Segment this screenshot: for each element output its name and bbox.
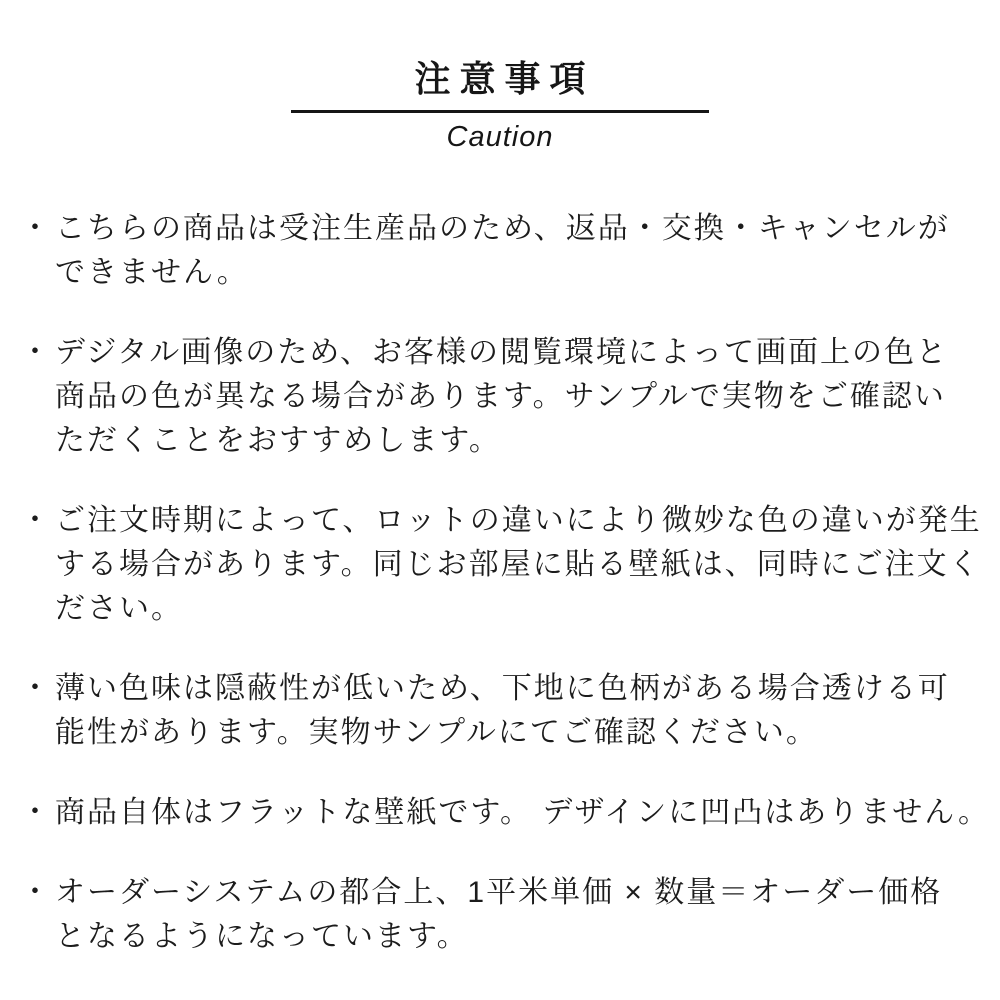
note-line: 商品の色が異なる場合があります。サンプルで実物をご確認い [55, 379, 946, 413]
note-line: できません。 [55, 255, 249, 289]
note-text [55, 331, 970, 463]
note-line: オーダーシステムの都合上、1平米単価 × 数量＝オーダー価格 [55, 875, 943, 909]
note-line: 能性があります。実物サンプルにてご確認ください。 [55, 715, 818, 749]
list-item [15, 667, 970, 755]
page-title: 注意事項 [414, 58, 595, 99]
list-item [15, 207, 970, 295]
note-line: デジタル画像のため、お客様の閲覧環境によって画面上の色と [55, 335, 948, 369]
bullet-marker: ・ [20, 875, 50, 909]
note-text [55, 207, 970, 295]
bullet-marker: ・ [20, 795, 50, 829]
note-line: ださい。 [55, 591, 183, 625]
bullet-marker: ・ [20, 671, 50, 705]
note-line: ご注文時期によって、ロットの違いにより微妙な色の違いが発生 [55, 503, 982, 537]
note-line: となるようになっています。 [55, 919, 469, 953]
note-text [55, 499, 982, 631]
bullet-marker: ・ [20, 503, 50, 537]
bullet-marker: ・ [20, 335, 50, 369]
note-line: 薄い色味は隠蔽性が低いため、下地に色柄がある場合透ける可 [55, 671, 950, 705]
bullet-marker: ・ [20, 211, 50, 245]
note-text [55, 871, 970, 959]
note-line: 商品自体はフラットな壁紙です。 デザインに凹凸はありません。 [55, 795, 991, 829]
title-underline [291, 110, 709, 113]
list-item [15, 499, 982, 631]
list-item [15, 871, 970, 959]
note-text [55, 667, 970, 755]
list-item [15, 791, 991, 835]
caution-header [0, 0, 1000, 155]
caution-list [0, 207, 1000, 959]
note-line: ただくことをおすすめします。 [55, 423, 501, 457]
note-text [55, 791, 991, 835]
note-line: こちらの商品は受注生産品のため、返品・交換・キャンセルが [55, 211, 950, 245]
page-subtitle: Caution [446, 121, 554, 153]
note-line: する場合があります。同じお部屋に貼る壁紙は、同時にご注文く [55, 547, 981, 581]
list-item [15, 331, 970, 463]
